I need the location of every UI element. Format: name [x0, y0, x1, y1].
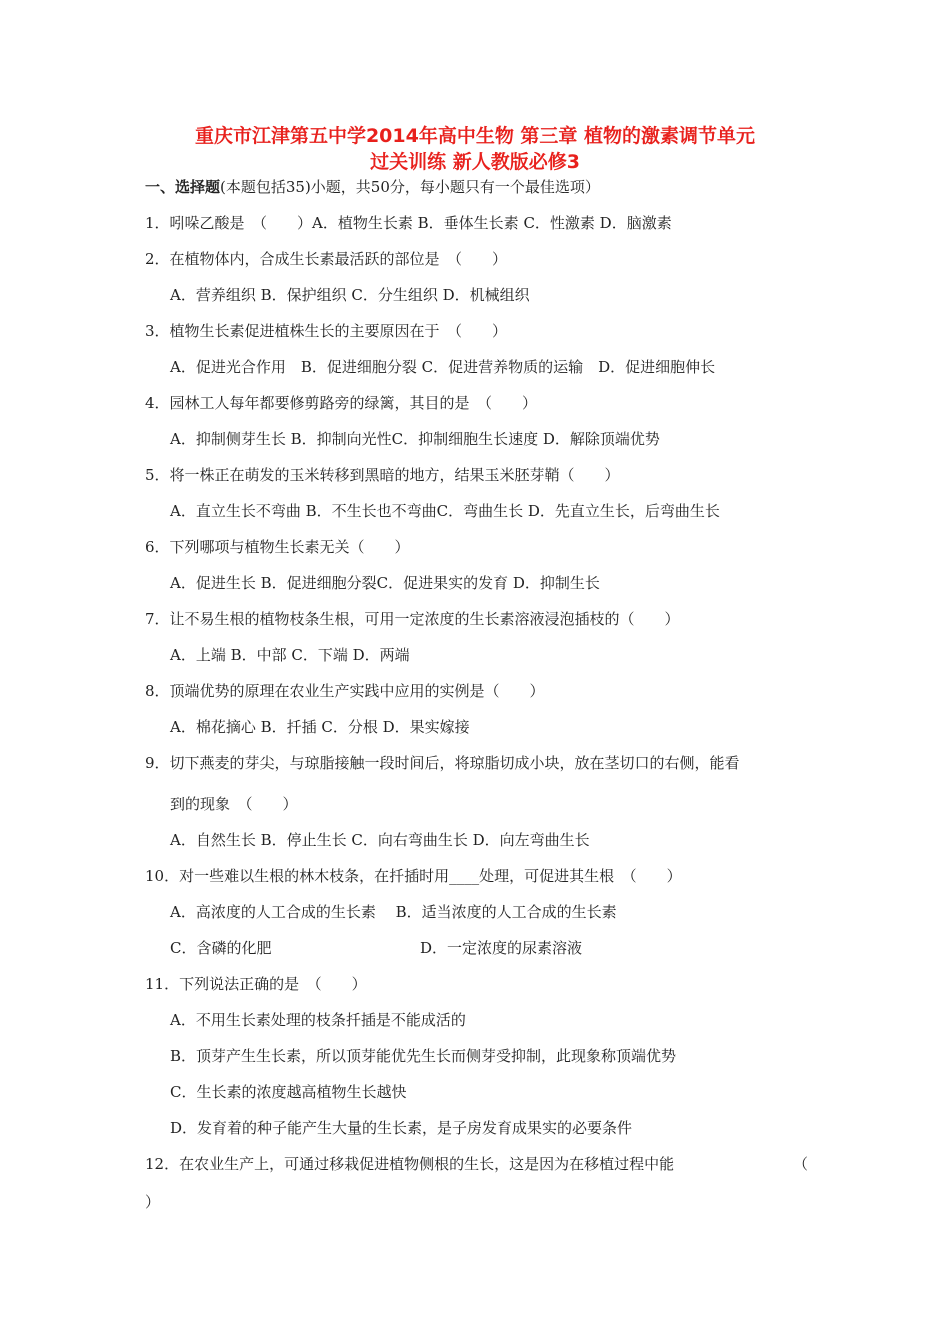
question-11-option-a: A．不用生长素处理的枝条扦插是不能成活的 — [170, 1011, 466, 1029]
question-1: 1．吲哚乙酸是 （ ）A．植物生长素 B．垂体生长素 C．性激素 D．脑激素 — [145, 214, 672, 232]
question-10-option-c: C．含磷的化肥 — [170, 939, 272, 957]
question-6-options: A．促进生长 B．促进细胞分裂C．促进果实的发育 D．抑制生长 — [170, 574, 600, 592]
question-3: 3．植物生长素促进植株生长的主要原因在于 （ ） — [145, 322, 508, 340]
section-heading: 一、选择题 — [145, 178, 221, 196]
question-5: 5．将一株正在萌发的玉米转移到黑暗的地方，结果玉米胚芽鞘（ ） — [145, 466, 620, 484]
question-10-option-d: D．一定浓度的尿素溶液 — [420, 939, 583, 957]
question-2: 2．在植物体内，合成生长素最活跃的部位是 （ ） — [145, 250, 508, 268]
question-9-continued: 到的现象 （ ） — [170, 795, 298, 813]
question-4: 4．园林工人每年都要修剪路旁的绿篱，其目的是 （ ） — [145, 394, 538, 412]
question-11-option-b: B．顶芽产生生长素，所以顶芽能优先生长而侧芽受抑制，此现象称顶端优势 — [170, 1047, 677, 1065]
question-7: 7．让不易生根的植物枝条生根，可用一定浓度的生长素溶液浸泡插枝的（ ） — [145, 610, 680, 628]
question-5-options: A．直立生长不弯曲 B．不生长也不弯曲C．弯曲生长 D．先直立生长，后弯曲生长 — [170, 502, 720, 520]
question-8-options: A．棉花摘心 B．扦插 C．分根 D．果实嫁接 — [170, 718, 470, 736]
question-9-options: A．自然生长 B．停止生长 C．向右弯曲生长 D．向左弯曲生长 — [170, 831, 590, 849]
question-9: 9．切下燕麦的芽尖，与琼脂接触一段时间后，将琼脂切成小块，放在茎切口的右侧，能看 — [145, 754, 740, 772]
question-12: 12．在农业生产上，可通过移栽促进植物侧根的生长，这是因为在移植过程中能 — [145, 1155, 675, 1173]
question-8: 8．顶端优势的原理在农业生产实践中应用的实例是（ ） — [145, 682, 545, 700]
question-11-option-d: D．发育着的种子能产生大量的生长素，是子房发育成果实的必要条件 — [170, 1119, 633, 1137]
question-4-options: A．抑制侧芽生长 B．抑制向光性C．抑制细胞生长速度 D．解除顶端优势 — [170, 430, 660, 448]
document-title-line-1: 重庆市江津第五中学2014年高中生物 第三章 植物的激素调节单元 — [194, 125, 756, 147]
document-title-line-2: 过关训练 新人教版必修3 — [370, 151, 580, 173]
question-3-options: A．促进光合作用 B．促进细胞分裂 C．促进营养物质的运输 D．促进细胞伸长 — [170, 358, 716, 376]
question-11: 11．下列说法正确的是 （ ） — [145, 975, 367, 993]
section-header — [145, 177, 600, 197]
question-10: 10．对一些难以生根的林木枝条，在扦插时用____处理，可促进其生根 （ ） — [145, 867, 682, 885]
question-6: 6．下列哪项与植物生长素无关（ ） — [145, 538, 410, 556]
question-10-options-ab: A．高浓度的人工合成的生长素 B．适当浓度的人工合成的生长素 — [170, 903, 617, 921]
section-note: (本题包括35)小题，共50分，每小题只有一个最佳选项） — [220, 178, 600, 196]
question-7-options: A．上端 B．中部 C．下端 D．两端 — [170, 646, 410, 664]
question-12-open-paren: （ — [793, 1155, 809, 1173]
question-2-options: A．营养组织 B．保护组织 C．分生组织 D．机械组织 — [170, 286, 530, 304]
question-11-option-c: C．生长素的浓度越高植物生长越快 — [170, 1083, 407, 1101]
question-12-close-paren: ） — [145, 1193, 161, 1211]
